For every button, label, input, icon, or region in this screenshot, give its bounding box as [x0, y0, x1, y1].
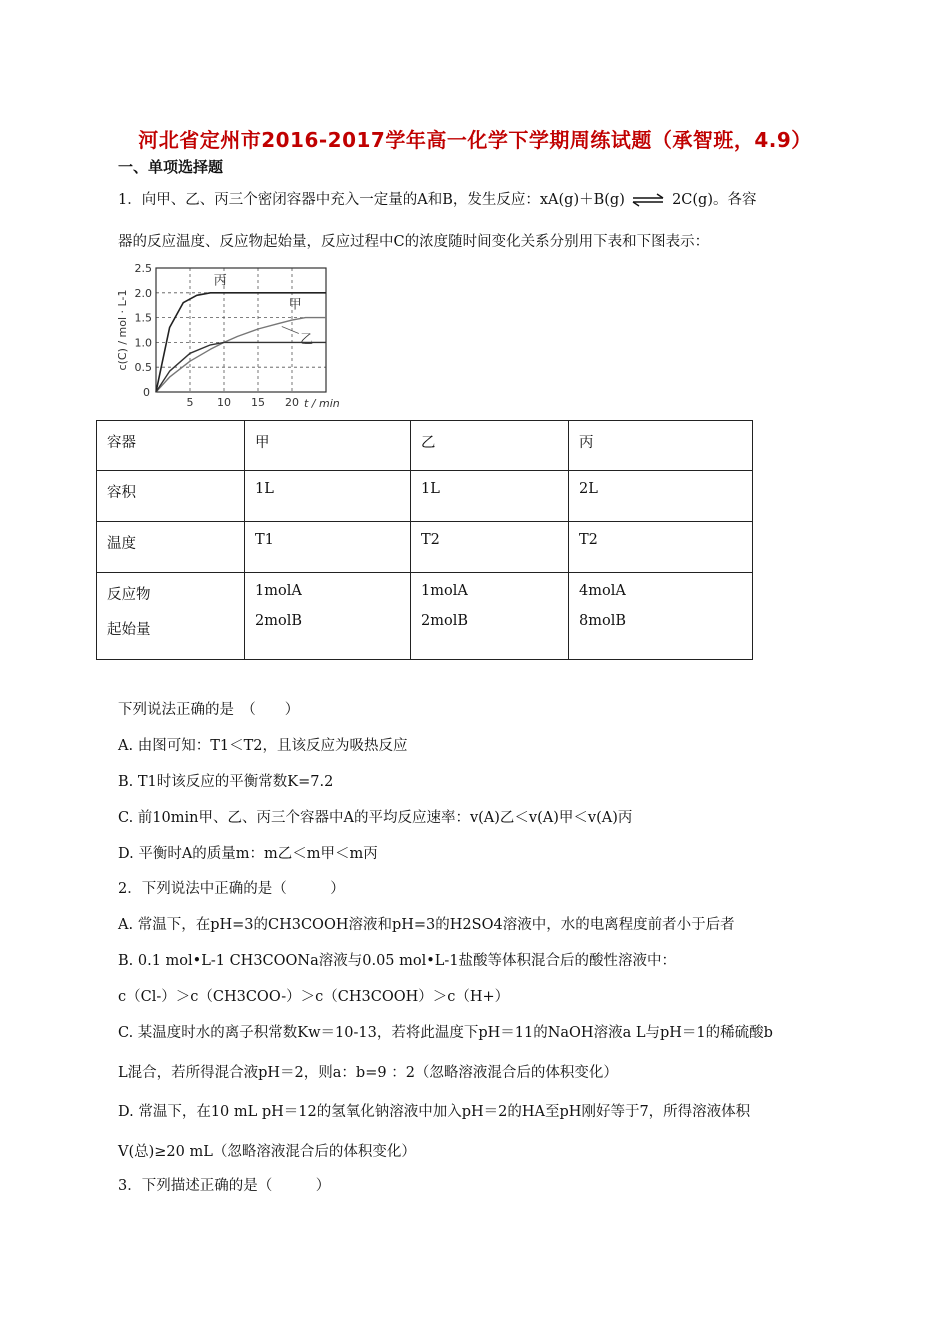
q1-stem-part-a: 1．向甲、乙、丙三个密闭容器中充入一定量的A和B，发生反应：xA(g)＋B(g) — [118, 192, 625, 208]
x-axis-label: t / min — [304, 397, 340, 410]
table-cell: T2 — [569, 522, 753, 573]
x-tick-label: 10 — [217, 396, 231, 409]
table-cell: 甲 — [245, 421, 411, 471]
y-tick-label: 0.5 — [134, 361, 152, 375]
series-label-1: 丙 — [213, 273, 227, 289]
y-axis-label: c(C) / mol · L-1 — [116, 289, 129, 371]
table-cell-line: 8molB — [579, 613, 626, 629]
origin-label: 0 — [143, 386, 150, 399]
table-cell-line: 1molA — [255, 583, 302, 599]
section-heading: 一、单项选择题 — [118, 158, 224, 176]
table-cell-line: 4molA — [579, 583, 626, 599]
document-title: 河北省定州市2016-2017学年高一化学下学期周练试题（承智班，4.9） — [138, 128, 812, 152]
table-cell: 容器 — [97, 421, 245, 471]
series-label-2: 甲 — [288, 297, 302, 313]
table-cell: 温度 — [97, 522, 245, 573]
chart-label-group — [116, 262, 340, 410]
q3-stem: 3．下列描述正确的是（ ） — [118, 1178, 331, 1194]
q1-prompt: 下列说法正确的是 （ ） — [118, 702, 300, 718]
series-label-3: 乙 — [300, 332, 314, 348]
q1-stem-line1 — [118, 188, 757, 209]
q2-option-c-line1: C. 某温度时水的离子积常数Kw＝10-13，若将此温度下pH＝11的NaOH溶液a L与pH＝1的稀硫酸b — [118, 1025, 773, 1041]
table-cell: T1 — [245, 522, 411, 573]
q2-option-c-line2: L混合，若所得混合液pH＝2，则a：b=9 ：2（忽略溶液混合后的体积变化） — [118, 1065, 618, 1081]
table-cell: 2L — [569, 471, 753, 522]
q2-option-b-line1: B. 0.1 mol•L-1 CH3COONa溶液与0.05 mol•L-1盐酸等体积混合后的酸性溶液中： — [118, 953, 677, 969]
y-tick-label: 2.5 — [134, 262, 152, 275]
equilibrium-arrow-icon — [631, 193, 665, 207]
table-row — [97, 573, 753, 660]
table-row — [97, 421, 753, 471]
table-cell — [411, 573, 569, 660]
chart-grid — [156, 268, 326, 392]
y-tick-label: 1.0 — [134, 336, 152, 350]
table-cell-line: 1molA — [421, 583, 468, 599]
table-cell: 乙 — [411, 421, 569, 471]
q1-option-d: D. 平衡时A的质量m：m乙＜m甲＜m丙 — [118, 846, 378, 862]
table-cell: 容积 — [97, 471, 245, 522]
x-tick-label: 15 — [251, 396, 265, 409]
q1-option-c: C. 前10min甲、乙、丙三个容器中A的平均反应速率：v(A)乙＜v(A)甲＜v(A)丙 — [118, 810, 633, 826]
series-label-pointer — [282, 327, 299, 334]
chart-frame — [156, 268, 326, 392]
table-cell-line: 起始量 — [107, 622, 151, 638]
q1-option-a: A. 由图可知：T1＜T2，且该反应为吸热反应 — [118, 738, 408, 754]
q2-option-b-line2: c（Cl-）＞c（CH3COO-）＞c（CH3COOH）＞c（H+） — [118, 989, 510, 1005]
table-cell — [569, 573, 753, 660]
reaction-conditions-table — [96, 420, 753, 660]
table-row — [97, 471, 753, 522]
q2-option-d-line1: D. 常温下，在10 mL pH＝12的氢氧化钠溶液中加入pH＝2的HA至pH刚好等于7，所得溶液体积 — [118, 1104, 751, 1120]
table-cell — [97, 573, 245, 660]
table-cell — [245, 573, 411, 660]
table-cell-line: 反应物 — [107, 587, 151, 603]
q2-option-a: A. 常温下，在pH=3的CH3COOH溶液和pH=3的H2SO4溶液中，水的电离程度前者小于后者 — [118, 917, 735, 933]
table-cell-line: 2molB — [421, 613, 468, 629]
table-cell-line: 2molB — [255, 613, 302, 629]
concentration-time-chart — [112, 260, 352, 410]
series-line-2 — [156, 318, 326, 392]
x-tick-label: 5 — [186, 396, 194, 409]
x-tick-label: 20 — [285, 396, 299, 409]
y-tick-label: 2.0 — [134, 286, 152, 300]
table-cell: 1L — [411, 471, 569, 522]
q1-stem-part-b: 2C(g)。各容 — [672, 192, 757, 208]
q2-option-d-line2: V(总)≥20 mL（忽略溶液混合后的体积变化） — [118, 1144, 416, 1160]
table-cell: 丙 — [569, 421, 753, 471]
table-cell: 1L — [245, 471, 411, 522]
y-tick-label: 1.5 — [134, 311, 152, 325]
table-cell: T2 — [411, 522, 569, 573]
q1-option-b: B. T1时该反应的平衡常数K=7.2 — [118, 774, 334, 790]
q2-stem: 2．下列说法中正确的是（ ） — [118, 881, 345, 897]
table-row — [97, 522, 753, 573]
q1-stem-line2: 器的反应温度、反应物起始量，反应过程中C的浓度随时间变化关系分别用下表和下图表示： — [118, 234, 710, 250]
